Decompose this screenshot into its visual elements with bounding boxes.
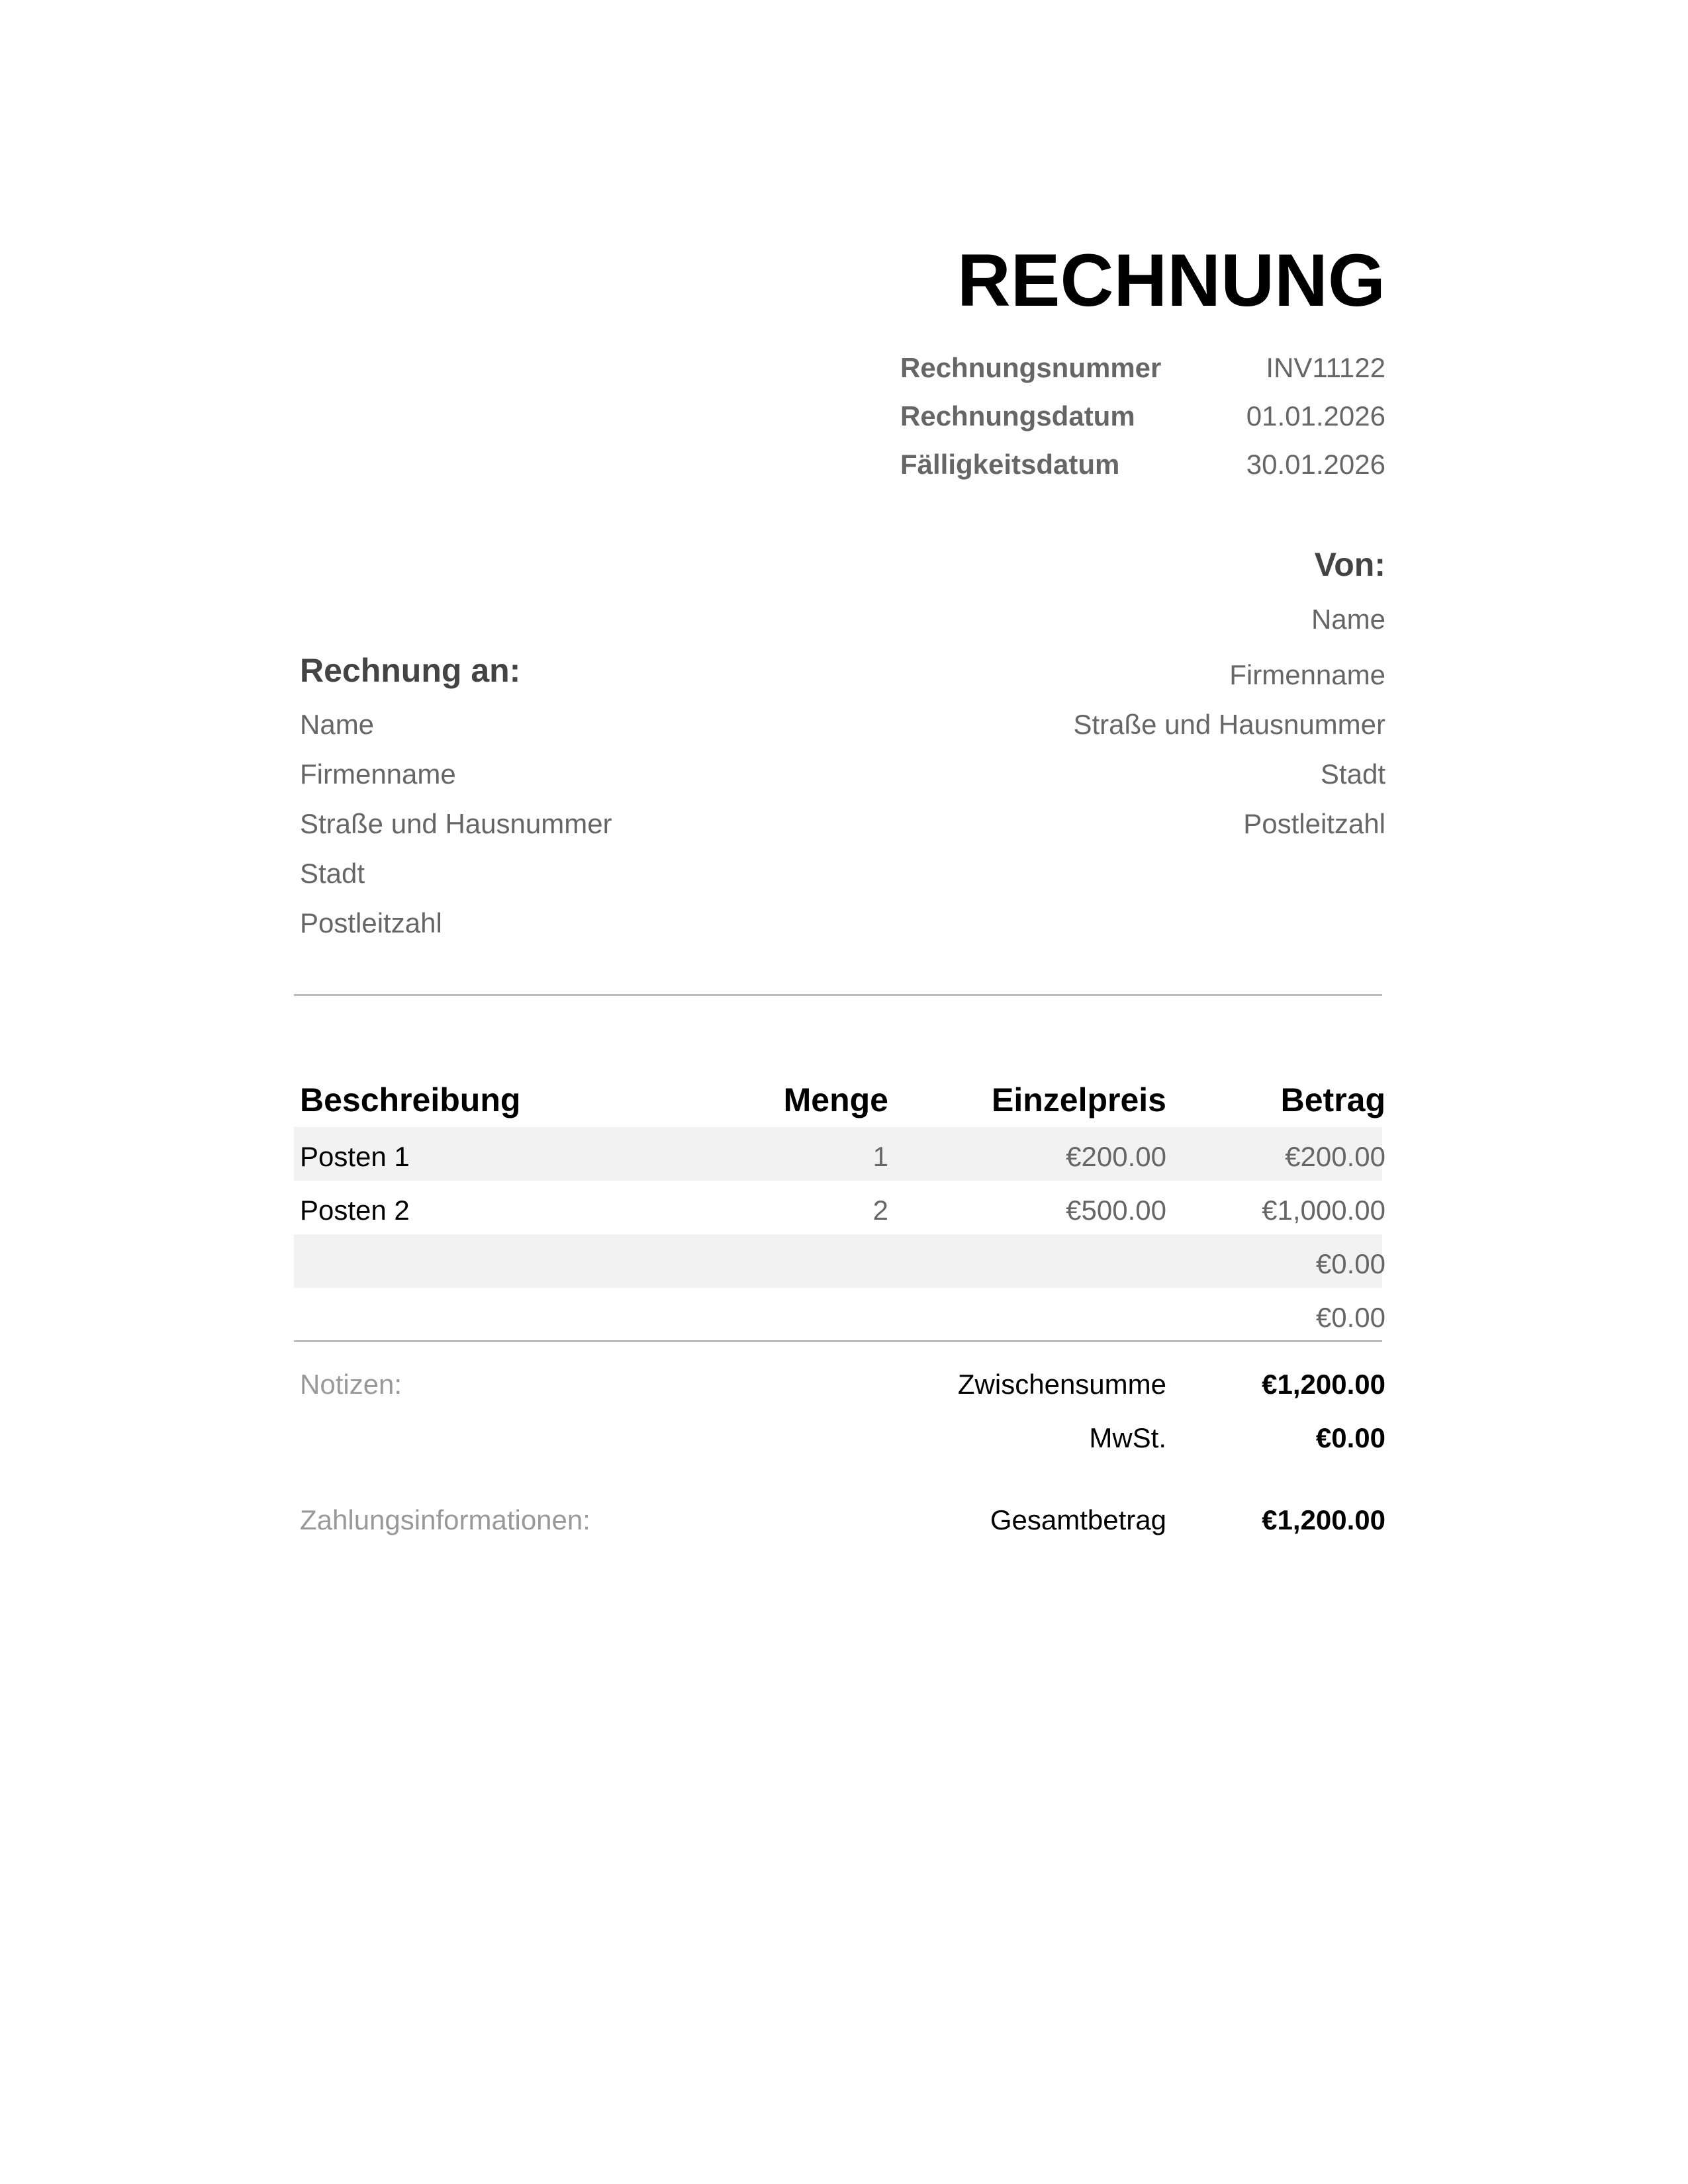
notes-label: Notizen:	[300, 1369, 402, 1400]
from-postal-code: Postleitzahl	[1243, 808, 1385, 839]
row-amount: €0.00	[1315, 1248, 1385, 1279]
bill-to-name: Name	[300, 709, 375, 740]
invoice-number-value: INV11122	[1266, 352, 1385, 383]
col-header-description: Beschreibung	[300, 1081, 521, 1118]
row-description: Posten 2	[300, 1195, 410, 1226]
row-amount: €1,000.00	[1262, 1195, 1385, 1226]
subtotal-label: Zwischensumme	[957, 1369, 1166, 1400]
tax-value: €0.00	[1315, 1422, 1385, 1453]
row-unit-price: €200.00	[1066, 1141, 1166, 1172]
total-label: Gesamtbetrag	[990, 1504, 1166, 1535]
bill-to-company: Firmenname	[300, 758, 456, 790]
section-divider	[294, 994, 1382, 996]
row-amount: €200.00	[1285, 1141, 1385, 1172]
table-row	[294, 1288, 1382, 1342]
due-date-label: Fälligkeitsdatum	[900, 449, 1120, 480]
subtotal-value: €1,200.00	[1262, 1369, 1385, 1400]
row-amount: €0.00	[1315, 1302, 1385, 1333]
due-date-value: 30.01.2026	[1246, 449, 1385, 480]
row-unit-price: €500.00	[1066, 1195, 1166, 1226]
table-row	[294, 1234, 1382, 1288]
from-street: Straße und Hausnummer	[1073, 709, 1385, 740]
table-bottom-divider	[294, 1340, 1382, 1342]
from-company: Firmenname	[1229, 659, 1385, 690]
from-heading: Von:	[1314, 546, 1385, 583]
invoice-date-label: Rechnungsdatum	[900, 400, 1135, 432]
invoice-number-label: Rechnungsnummer	[900, 352, 1162, 383]
bill-to-street: Straße und Hausnummer	[300, 808, 612, 839]
bill-to-postal-code: Postleitzahl	[300, 907, 442, 938]
bill-to-heading: Rechnung an:	[300, 652, 521, 689]
row-description: Posten 1	[300, 1141, 410, 1172]
total-value: €1,200.00	[1262, 1504, 1385, 1535]
row-quantity: 2	[872, 1195, 888, 1226]
table-row	[294, 1127, 1382, 1181]
invoice-title: RECHNUNG	[957, 239, 1385, 322]
tax-label: MwSt.	[1089, 1422, 1166, 1453]
payment-info-label: Zahlungsinformationen:	[300, 1504, 590, 1535]
invoice-date-value: 01.01.2026	[1246, 400, 1385, 432]
from-city: Stadt	[1320, 758, 1385, 790]
col-header-unit-price: Einzelpreis	[992, 1081, 1166, 1118]
from-name: Name	[1311, 604, 1385, 635]
row-quantity: 1	[872, 1141, 888, 1172]
bill-to-city: Stadt	[300, 858, 365, 889]
col-header-quantity: Menge	[783, 1081, 888, 1118]
col-header-amount: Betrag	[1280, 1081, 1385, 1118]
table-row	[294, 1181, 1382, 1234]
